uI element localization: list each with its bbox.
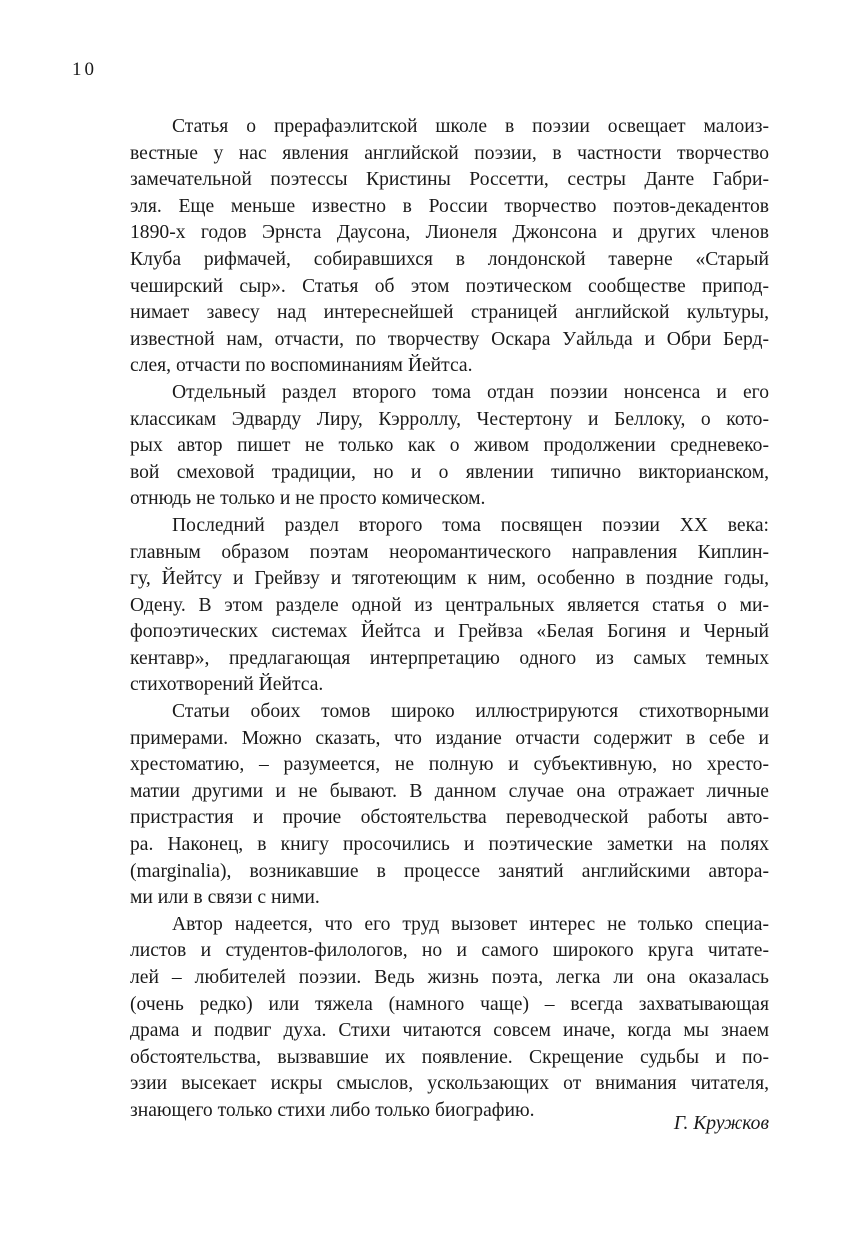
text-line: гу, Йейтсу и Грейвзу и тяготеющим к ним, особенно в поздние годы, bbox=[130, 568, 769, 590]
text-line: хрестоматию, – разумеется, не полную и субъективную, но хресто- bbox=[130, 754, 769, 776]
text-line: эля. Еще меньше известно в России творчество поэтов-декадентов bbox=[130, 195, 769, 217]
text-line: отнюдь не только и не просто комическом. bbox=[130, 488, 486, 510]
text-line: фопоэтических системах Йейтса и Грейвза «Белая Богиня и Черный bbox=[130, 621, 769, 643]
text-line: Статьи обоих томов широко иллюстрируются стихотворными bbox=[172, 701, 769, 723]
author-signature: Г. Кружков bbox=[673, 1113, 769, 1134]
text-line: драма и подвиг духа. Стихи читаются совсем иначе, когда мы знаем bbox=[130, 1020, 769, 1042]
text-line: ми или в связи с ними. bbox=[130, 887, 320, 909]
text-line: вестные у нас явления английской поэзии, в частности творчество bbox=[130, 142, 769, 164]
text-line: слея, отчасти по воспоминаниям Йейтса. bbox=[130, 355, 473, 377]
text-line: Автор надеется, что его труд вызовет интерес не только специа- bbox=[172, 913, 769, 935]
text-line: Одену. В этом разделе одной из центральных является статья о ми- bbox=[130, 594, 769, 616]
text-line: ра. Наконец, в книгу просочились и поэтические заметки на полях bbox=[130, 834, 769, 856]
paragraph-4 bbox=[130, 699, 769, 912]
text-line: замечательной поэтессы Кристины Россетти, сестры Данте Габри- bbox=[130, 169, 769, 191]
text-line: листов и студентов-филологов, но и самого широкого круга читате- bbox=[130, 940, 769, 962]
text-line: (marginalia), возникавшие в процессе занятий английскими автора- bbox=[130, 860, 769, 882]
text-line: Клуба рифмачей, собиравшихся в лондонской таверне «Старый bbox=[130, 248, 769, 270]
text-line: известной нам, отчасти, по творчеству Оскара Уайльда и Обри Берд- bbox=[130, 328, 769, 350]
text-line: вой смеховой традиции, но и о явлении типично викторианском, bbox=[130, 461, 769, 483]
page-number: 10 bbox=[72, 59, 97, 80]
paragraph-2 bbox=[130, 380, 769, 513]
text-line: чеширский сыр». Статья об этом поэтическом сообществе припод- bbox=[130, 275, 769, 297]
text-line: пристрастия и прочие обстоятельства переводческой работы авто- bbox=[130, 807, 769, 829]
text-line: главным образом поэтам неоромантического направления Киплин- bbox=[130, 541, 769, 563]
text-line: стихотворений Йейтса. bbox=[130, 674, 324, 696]
text-line: классикам Эдварду Лиру, Кэрроллу, Честертону и Беллоку, о кото- bbox=[130, 408, 769, 430]
text-line: обстоятельства, вызвавшие их появление. Скрещение судьбы и по- bbox=[130, 1046, 769, 1068]
text-line: 1890-х годов Эрнста Даусона, Лионеля Джонсона и других членов bbox=[130, 222, 769, 244]
text-line: знающего только стихи либо только биографию. bbox=[130, 1099, 535, 1121]
text-line: Отдельный раздел второго тома отдан поэзии нонсенса и его bbox=[172, 381, 769, 403]
text-line: рых автор пишет не только как о живом продолжении средневеко- bbox=[130, 435, 769, 457]
paragraph-5 bbox=[130, 912, 769, 1125]
text-line: примерами. Можно сказать, что издание отчасти содержит в себе и bbox=[130, 727, 769, 749]
text-line: лей – любителей поэзии. Ведь жизнь поэта, легка ли она оказалась bbox=[130, 967, 769, 988]
text-line: нимает завесу над интереснейшей страницей английской культуры, bbox=[130, 302, 769, 324]
text-line: кентавр», предлагающая интерпретацию одного из самых темных bbox=[130, 647, 769, 669]
text-line: эзии высекает искры смыслов, ускользающих от внимания читателя, bbox=[130, 1073, 769, 1095]
text-line: матии другими и не бывают. В данном случае она отражает личные bbox=[130, 780, 769, 802]
paragraph-1 bbox=[130, 114, 769, 380]
paragraph-3 bbox=[130, 513, 769, 699]
text-line: Последний раздел второго тома посвящен поэзии XX века: bbox=[172, 514, 769, 536]
body-text bbox=[130, 114, 769, 1125]
text-line: (очень редко) или тяжела (намного чаще) – всегда захватывающая bbox=[130, 993, 769, 1015]
text-line: Статья о прерафаэлитской школе в поэзии освещает малоиз- bbox=[172, 116, 769, 137]
